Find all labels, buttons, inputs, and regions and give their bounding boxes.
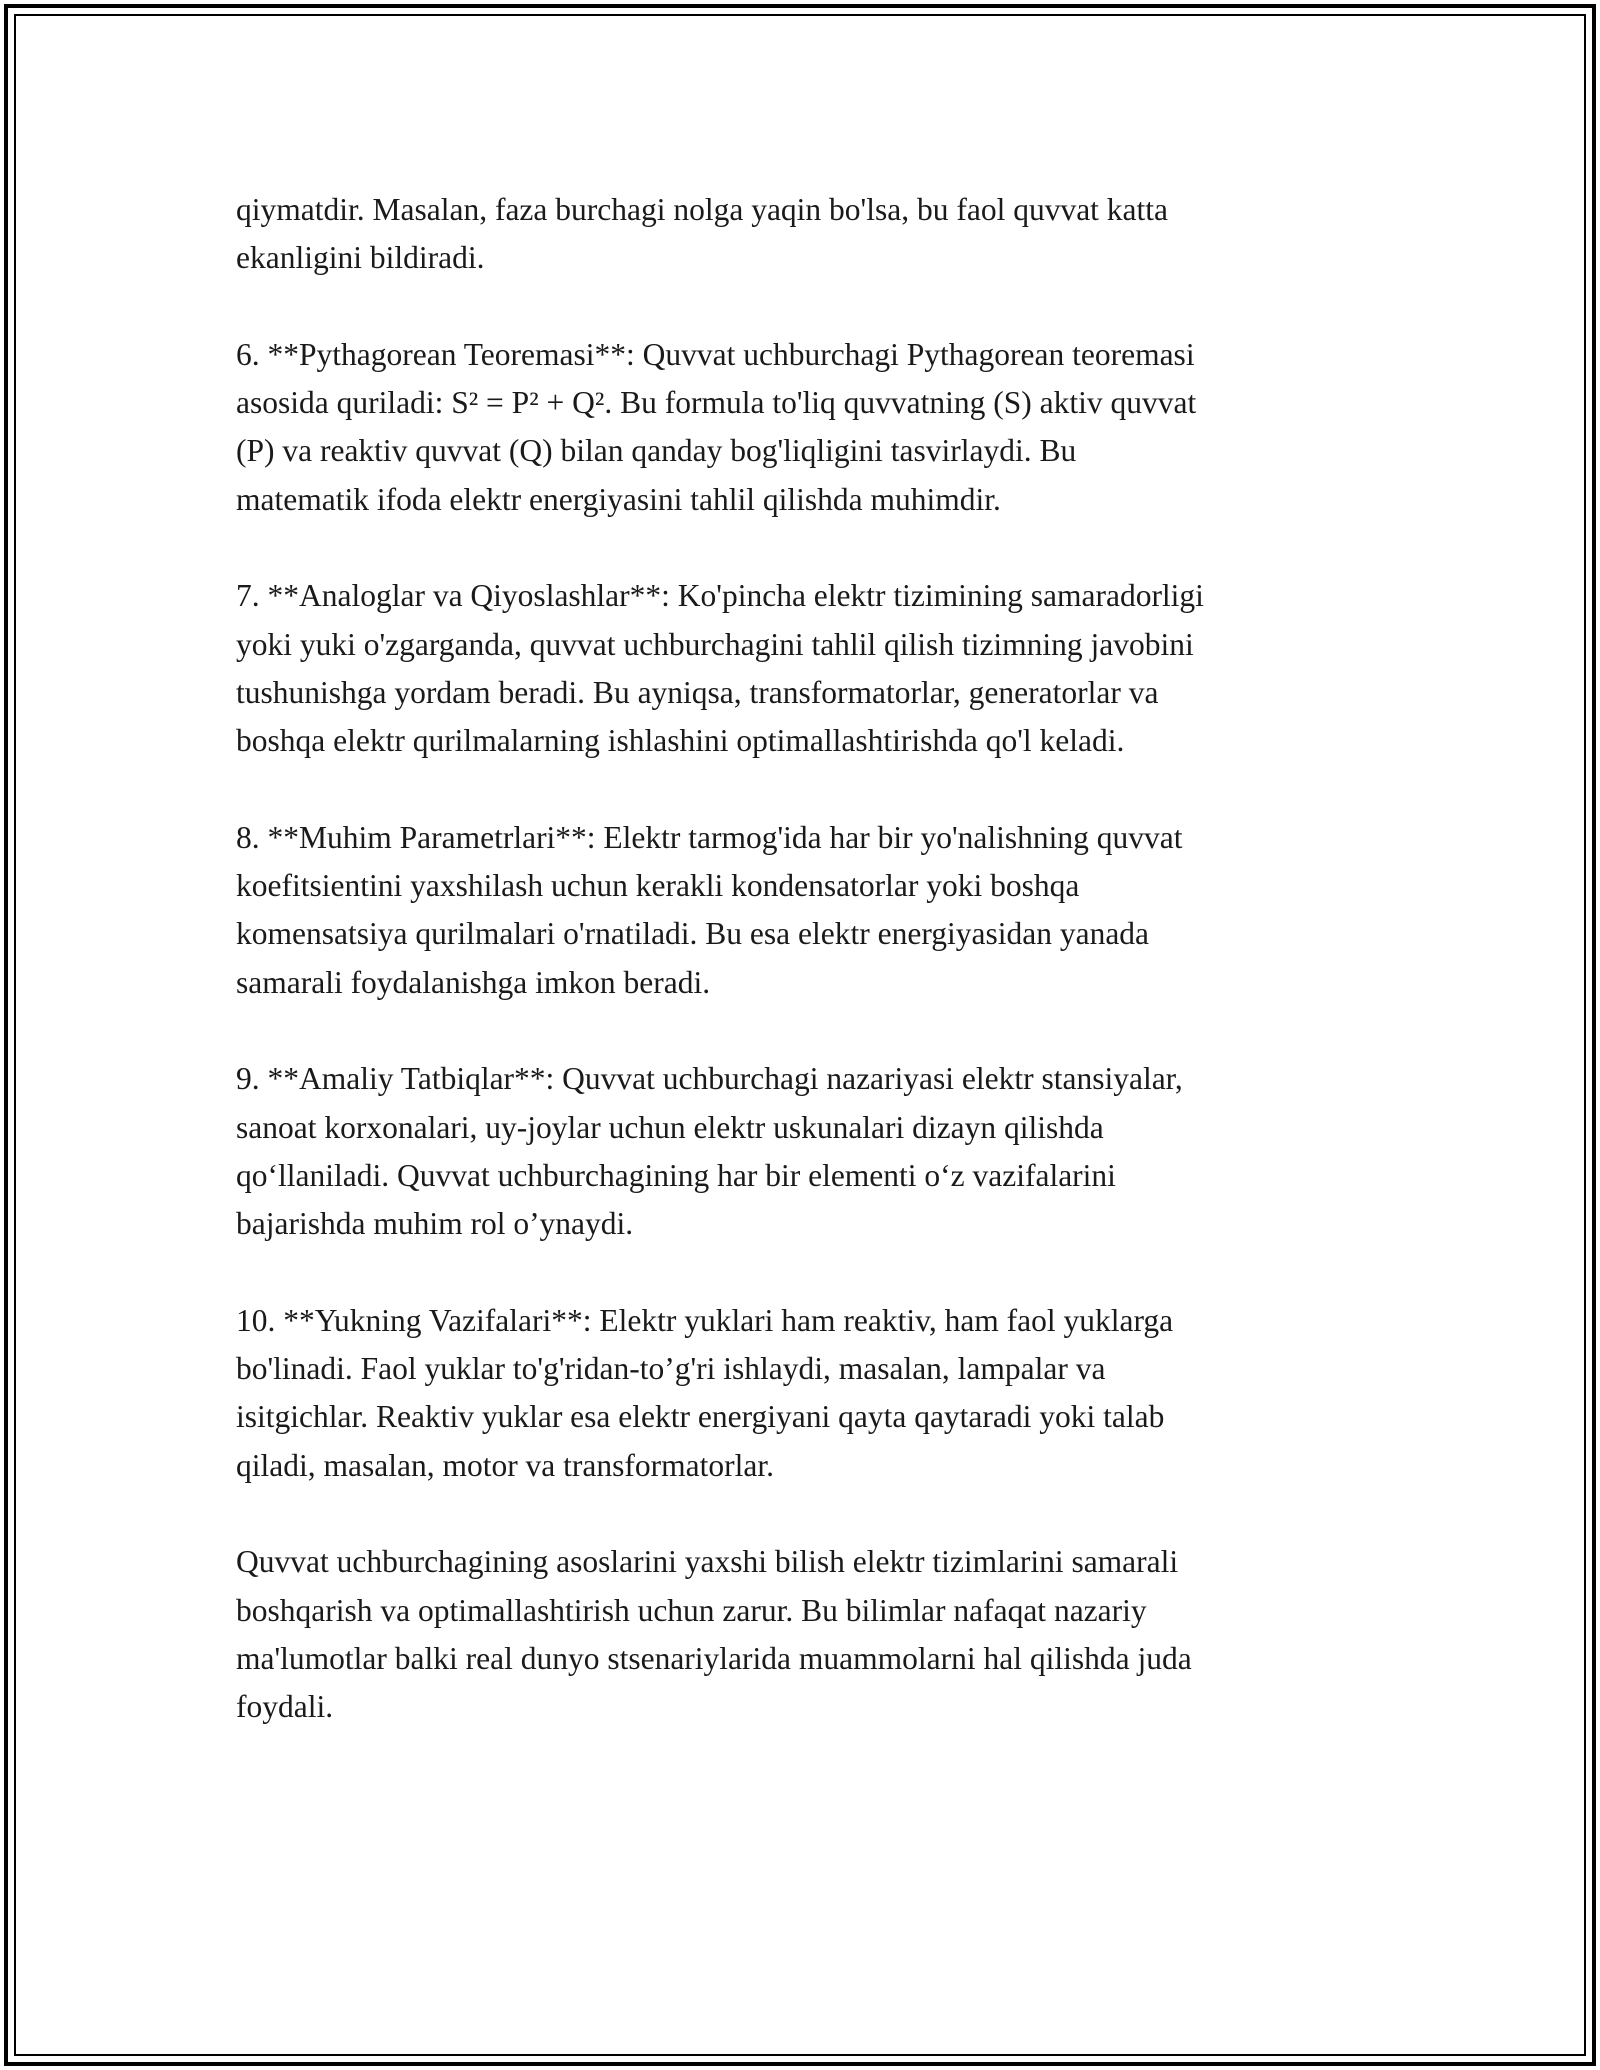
- paragraph-item-7: 7. **Analoglar va Qiyoslashlar**: Ko'pincha elektr tizimining samaradorligi yoki yuki o'zgarganda, quvvat uchburchagini tahlil qilish tizimning javobini tushunishga yordam beradi. Bu ayniqsa, transformatorlar, generatorlar va boshqa elektr qurilmalarning ishlashini optimallashtirishda qo'l keladi.: [236, 578, 1204, 759]
- paragraph-item-9: 9. **Amaliy Tatbiqlar**: Quvvat uchburchagi nazariyasi elektr stansiyalar, sanoat korxonalari, uy-joylar uchun elektr uskunalari dizayn qilishda qo‘llaniladi. Quvvat uchburchagining har bir elementi o‘z vazifalarini bajarishda muhim rol o’ynaydi.: [236, 1061, 1183, 1242]
- paragraph-continuation: qiymatdir. Masalan, faza burchagi nolga yaqin bo'lsa, bu faol quvvat katta ekanligini bildiradi.: [236, 192, 1169, 276]
- paragraph-item-10: 10. **Yukning Vazifalari**: Elektr yuklari ham reaktiv, ham faol yuklarga bo'linadi. Faol yuklar to'g'ridan-to’g'ri ishlaydi, masalan, lampalar va isitgichlar. Reaktiv yuklar esa elektr energiyani qayta qaytaradi yoki talab qiladi, masalan, motor va transformatorlar.: [236, 1302, 1174, 1483]
- document-body: [236, 186, 1386, 1780]
- paragraph-item-6: 6. **Pythagorean Teoremasi**: Quvvat uchburchagi Pythagorean teoremasi asosida quriladi: S² = P² + Q². Bu formula to'liq quvvatning (S) aktiv quvvat (P) va reaktiv quvvat (Q) bilan qanday bog'liqligini tasvirlaydi. Bu matematik ifoda elektr energiyasini tahlil qilishda muhimdir.: [236, 336, 1197, 517]
- paragraph-item-8: 8. **Muhim Parametrlari**: Elektr tarmog'ida har bir yo'nalishning quvvat koefitsientini yaxshilash uchun kerakli kondensatorlar yoki boshqa komensatsiya qurilmalari o'rnatiladi. Bu esa elektr energiyasidan yanada samarali foydalanishga imkon beradi.: [236, 819, 1183, 1000]
- paragraph-conclusion: Quvvat uchburchagining asoslarini yaxshi bilish elektr tizimlarini samarali boshqarish va optimallashtirish uchun zarur. Bu bilimlar nafaqat nazariy ma'lumotlar balki real dunyo stsenariylarida muammolarni hal qilishda juda foydali.: [236, 1544, 1192, 1725]
